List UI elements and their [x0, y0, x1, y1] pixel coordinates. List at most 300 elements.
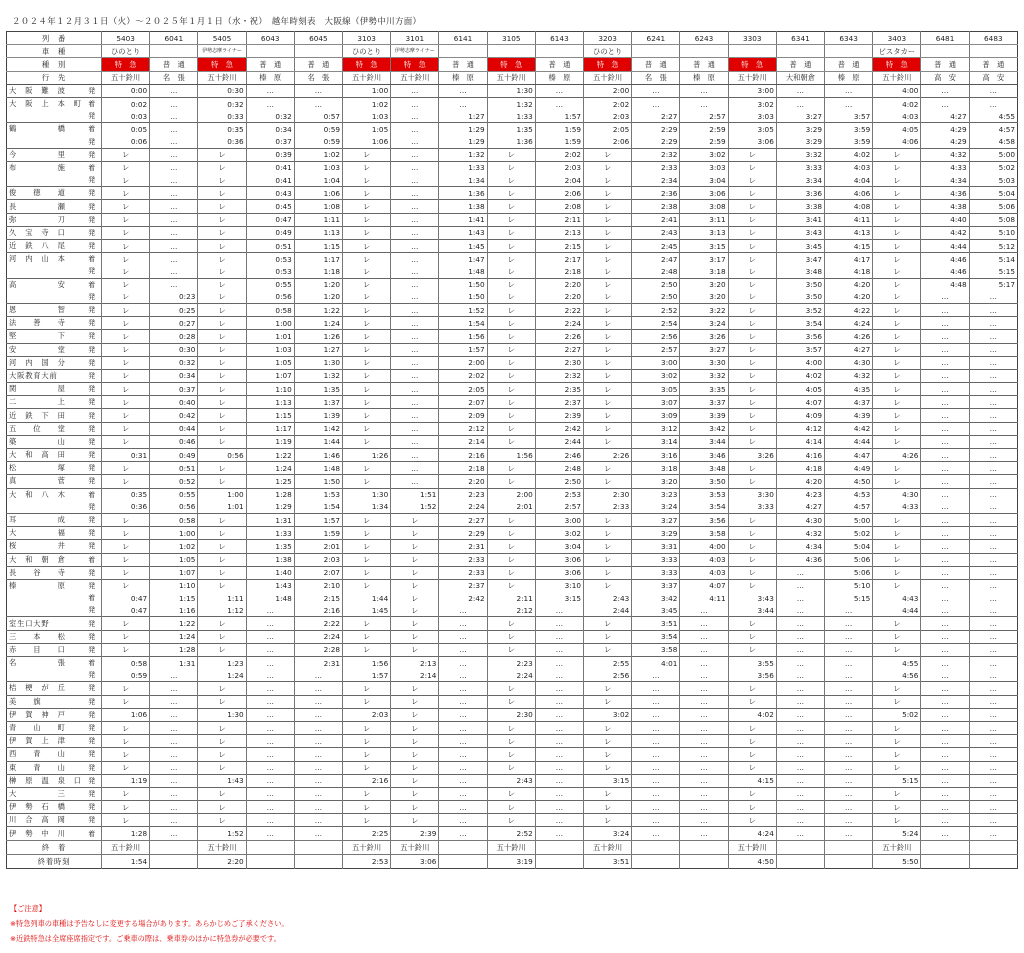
arrival-time-row-cell: 3:19 [487, 854, 535, 868]
time-cell: … [439, 801, 487, 814]
time-cell: 3:20 [680, 291, 728, 304]
time-cell: 4:06 [825, 187, 873, 200]
time-cell: 2:24 [439, 501, 487, 514]
station-name: 布 施 [9, 162, 66, 172]
time-cell: 0:25 [150, 303, 198, 316]
arr-dep-mark: 発 [88, 371, 96, 380]
kind-row-cell: 普 通 [246, 58, 294, 71]
time-cell: レ [198, 240, 246, 253]
time-cell: 3:16 [632, 449, 680, 462]
time-cell: レ [198, 213, 246, 226]
time-cell: 3:02 [632, 369, 680, 382]
time-cell: 2:07 [294, 566, 342, 579]
time-cell: 1:48 [246, 592, 294, 604]
arr-dep-mark: 発 [88, 451, 96, 460]
station-cell [7, 579, 102, 592]
table-row [7, 409, 1018, 422]
arr-dep-mark: 着 [88, 280, 96, 289]
time-cell: レ [198, 513, 246, 526]
time-cell: … [776, 827, 824, 840]
station-cell [7, 540, 102, 553]
time-cell: 1:57 [535, 110, 583, 123]
arrival-time-row-cell [439, 854, 487, 868]
station-cell [7, 735, 102, 748]
time-cell: 0:32 [150, 356, 198, 369]
time-cell: レ [102, 187, 150, 200]
table-row [7, 84, 1018, 97]
kind-row [7, 58, 1018, 71]
table-row [7, 501, 1018, 514]
time-cell: … [391, 187, 439, 200]
table-row [7, 187, 1018, 200]
time-cell: … [776, 748, 824, 761]
station-name: 桜 井 [9, 541, 66, 551]
time-cell: … [825, 630, 873, 643]
time-cell: 1:46 [294, 449, 342, 462]
time-cell: レ [584, 303, 632, 316]
time-cell: 0:02 [102, 97, 150, 110]
time-cell: 4:17 [825, 253, 873, 266]
time-cell: 0:36 [198, 136, 246, 149]
time-cell: 4:24 [728, 827, 776, 840]
time-cell: 2:18 [439, 462, 487, 475]
time-cell: 3:45 [776, 240, 824, 253]
time-cell: 1:11 [198, 592, 246, 604]
time-cell: … [294, 695, 342, 708]
time-cell: 4:00 [680, 540, 728, 553]
time-cell: … [921, 566, 969, 579]
arrival-time-row-cell [150, 854, 198, 868]
time-cell: … [391, 449, 439, 462]
time-cell: … [391, 161, 439, 174]
time-cell: … [535, 801, 583, 814]
time-cell: レ [487, 695, 535, 708]
time-cell: … [969, 317, 1017, 330]
time-cell: … [680, 669, 728, 682]
time-cell: 2:43 [487, 774, 535, 787]
time-cell: 0:55 [150, 488, 198, 501]
time-cell: 2:13 [535, 226, 583, 239]
time-cell: 4:58 [969, 136, 1017, 149]
time-cell: … [632, 774, 680, 787]
kind-row-cell: 普 通 [632, 58, 680, 71]
station-name: 桔 梗 が 丘 [9, 683, 66, 693]
station-name: 鶴 橋 [9, 124, 66, 134]
time-cell: レ [728, 540, 776, 553]
table-row [7, 123, 1018, 136]
time-cell: レ [487, 527, 535, 540]
time-cell: 4:15 [825, 240, 873, 253]
terminal-row-cell: 五十鈴川 [391, 840, 439, 854]
time-cell: レ [391, 787, 439, 800]
time-cell: レ [873, 617, 921, 630]
station-cell [7, 330, 102, 343]
table-row [7, 774, 1018, 787]
time-cell: 1:02 [294, 148, 342, 161]
time-cell: 1:53 [294, 488, 342, 501]
time-cell: レ [102, 787, 150, 800]
time-cell: 2:09 [439, 409, 487, 422]
car-type-row-cell [439, 45, 487, 58]
time-cell: レ [873, 475, 921, 488]
terminal-row-label: 終 着 [7, 840, 102, 854]
time-cell: 1:47 [439, 253, 487, 266]
time-cell: … [632, 97, 680, 110]
time-cell: レ [102, 462, 150, 475]
time-cell: 2:06 [535, 187, 583, 200]
station-name: 関 屋 [9, 384, 66, 394]
time-cell: 2:27 [439, 513, 487, 526]
train-number-row-cell: 3105 [487, 32, 535, 45]
arr-dep-mark: 発 [88, 358, 96, 367]
time-cell: 1:24 [246, 462, 294, 475]
table-row [7, 226, 1018, 239]
arr-dep-mark: 発 [88, 710, 96, 719]
time-cell: レ [487, 303, 535, 316]
time-cell: 1:26 [294, 330, 342, 343]
station-cell [7, 265, 102, 278]
time-cell: レ [584, 253, 632, 266]
time-cell: … [969, 643, 1017, 656]
time-cell: 1:00 [198, 488, 246, 501]
station-cell [7, 513, 102, 526]
time-cell: 4:18 [825, 265, 873, 278]
time-cell: … [439, 761, 487, 774]
time-cell: 1:06 [343, 136, 391, 149]
time-cell: … [150, 148, 198, 161]
time-cell: 4:02 [825, 148, 873, 161]
time-cell: レ [102, 317, 150, 330]
time-cell: … [439, 774, 487, 787]
time-cell: 1:43 [198, 774, 246, 787]
arrival-time-row-cell: 3:51 [584, 854, 632, 868]
time-cell: 1:15 [246, 409, 294, 422]
time-cell: 3:32 [680, 369, 728, 382]
time-cell: 1:13 [246, 396, 294, 409]
time-cell: 2:03 [584, 110, 632, 123]
station-cell [7, 721, 102, 734]
car-type-row-cell: 伊勢志摩ライナー [391, 45, 439, 58]
time-cell: … [150, 814, 198, 827]
station-cell [7, 174, 102, 187]
time-cell: 1:33 [439, 161, 487, 174]
time-cell: … [969, 343, 1017, 356]
time-cell: … [921, 630, 969, 643]
time-cell: … [150, 682, 198, 695]
time-cell: 4:30 [776, 513, 824, 526]
time-cell: … [969, 409, 1017, 422]
time-cell: … [535, 721, 583, 734]
time-cell: 0:45 [246, 200, 294, 213]
time-cell: … [632, 84, 680, 97]
time-cell: … [391, 84, 439, 97]
time-cell: レ [343, 553, 391, 566]
terminal-row-cell: 五十鈴川 [343, 840, 391, 854]
station-name: 俊 徳 道 [9, 188, 66, 198]
time-cell: 3:59 [825, 123, 873, 136]
table-row [7, 748, 1018, 761]
time-cell: レ [102, 265, 150, 278]
time-cell: … [825, 735, 873, 748]
time-cell: 1:10 [246, 383, 294, 396]
time-cell: レ [102, 801, 150, 814]
time-cell: 5:00 [969, 148, 1017, 161]
time-cell: … [921, 617, 969, 630]
station-name: 堅 下 [9, 331, 66, 341]
time-cell: レ [198, 356, 246, 369]
time-cell: レ [343, 761, 391, 774]
arrival-time-row-cell [680, 854, 728, 868]
train-number-row-cell: 3103 [343, 32, 391, 45]
kind-row-cell: 普 通 [150, 58, 198, 71]
time-cell: … [391, 226, 439, 239]
time-cell: 1:56 [439, 330, 487, 343]
time-cell: レ [873, 630, 921, 643]
time-cell: 1:52 [198, 827, 246, 840]
time-cell: レ [198, 475, 246, 488]
time-cell: レ [198, 721, 246, 734]
time-cell: … [294, 774, 342, 787]
time-cell: レ [487, 369, 535, 382]
station-cell [7, 291, 102, 304]
kind-row-cell: 普 通 [680, 58, 728, 71]
time-cell: 3:50 [776, 291, 824, 304]
time-cell: … [680, 97, 728, 110]
time-cell: 1:28 [246, 488, 294, 501]
time-cell: レ [343, 735, 391, 748]
time-cell: … [969, 84, 1017, 97]
time-cell: レ [873, 553, 921, 566]
time-cell: レ [728, 265, 776, 278]
time-cell: レ [487, 240, 535, 253]
time-cell: … [391, 213, 439, 226]
time-cell: 2:45 [632, 240, 680, 253]
station-cell [7, 657, 102, 670]
time-cell: … [921, 527, 969, 540]
time-cell: レ [343, 682, 391, 695]
table-row [7, 462, 1018, 475]
time-cell: 1:01 [246, 330, 294, 343]
time-cell: 3:04 [535, 540, 583, 553]
time-cell: 4:38 [921, 200, 969, 213]
time-cell: 2:22 [294, 617, 342, 630]
time-cell: レ [584, 383, 632, 396]
station-name: 伊 勢 石 橋 [9, 802, 66, 812]
time-cell: レ [198, 148, 246, 161]
time-cell: レ [343, 513, 391, 526]
time-cell: … [632, 682, 680, 695]
destination-row-cell: 榛 原 [246, 71, 294, 84]
time-cell: 2:28 [294, 643, 342, 656]
train-number-row-label: 列 番 [7, 32, 102, 45]
time-cell: 2:31 [439, 540, 487, 553]
time-cell: 2:20 [535, 278, 583, 291]
time-cell: 2:42 [439, 592, 487, 604]
time-cell: 4:20 [825, 291, 873, 304]
time-cell: … [391, 396, 439, 409]
time-cell: … [969, 657, 1017, 670]
kind-row-cell: 普 通 [535, 58, 583, 71]
time-cell: 3:37 [632, 579, 680, 592]
station-name: 河 内 国 分 [9, 357, 66, 367]
time-cell: 2:20 [439, 475, 487, 488]
table-row [7, 566, 1018, 579]
time-cell: 1:30 [198, 708, 246, 721]
station-cell [7, 604, 102, 617]
time-cell: レ [728, 422, 776, 435]
time-cell: 3:27 [632, 513, 680, 526]
time-cell: レ [873, 265, 921, 278]
time-cell: … [921, 553, 969, 566]
time-cell: 3:38 [776, 200, 824, 213]
time-cell: … [246, 84, 294, 97]
time-cell: … [969, 721, 1017, 734]
car-type-row-cell [487, 45, 535, 58]
time-cell: 4:06 [873, 136, 921, 149]
time-cell: 0:55 [246, 278, 294, 291]
time-cell: … [535, 827, 583, 840]
time-cell: 2:02 [584, 97, 632, 110]
time-cell: … [776, 682, 824, 695]
time-cell: … [921, 604, 969, 617]
arr-dep-mark: 発 [88, 267, 96, 276]
time-cell: レ [102, 761, 150, 774]
arr-dep-mark: 発 [88, 319, 96, 328]
time-cell: … [680, 657, 728, 670]
time-cell: 3:42 [632, 592, 680, 604]
time-cell: 2:47 [632, 253, 680, 266]
time-cell: 2:16 [343, 774, 391, 787]
time-cell: … [150, 721, 198, 734]
station-name: 赤 目 口 [9, 644, 66, 654]
time-cell: 1:27 [294, 343, 342, 356]
time-cell: … [150, 253, 198, 266]
time-cell: 1:30 [343, 488, 391, 501]
time-cell: 4:50 [825, 475, 873, 488]
station-name: 久 宝 寺 口 [9, 227, 66, 237]
time-cell: … [776, 657, 824, 670]
time-cell: … [680, 84, 728, 97]
time-cell: … [969, 682, 1017, 695]
time-cell: レ [343, 161, 391, 174]
station-cell [7, 787, 102, 800]
time-cell: 3:15 [584, 774, 632, 787]
time-cell: レ [343, 527, 391, 540]
time-cell: 4:53 [825, 488, 873, 501]
time-cell: … [246, 735, 294, 748]
time-cell: レ [873, 278, 921, 291]
time-cell: … [969, 330, 1017, 343]
time-cell: … [825, 801, 873, 814]
time-cell: 5:15 [825, 592, 873, 604]
time-cell: … [294, 84, 342, 97]
time-cell: レ [728, 200, 776, 213]
time-cell: レ [198, 226, 246, 239]
table-row [7, 630, 1018, 643]
station-cell [7, 396, 102, 409]
time-cell: 4:03 [680, 566, 728, 579]
station-name: 河 内 山 本 [9, 254, 66, 264]
station-name: 青 山 町 [9, 723, 66, 733]
station-cell [7, 110, 102, 123]
time-cell: 1:07 [246, 369, 294, 382]
kind-row-cell: 特 急 [728, 58, 776, 71]
time-cell: 2:00 [584, 84, 632, 97]
time-cell: 1:44 [294, 435, 342, 448]
time-cell: 4:27 [776, 501, 824, 514]
destination-row-cell: 五十鈴川 [102, 71, 150, 84]
time-cell: 0:44 [150, 422, 198, 435]
time-cell: … [921, 291, 969, 304]
time-cell: レ [487, 409, 535, 422]
terminal-row-cell [969, 840, 1017, 854]
destination-row-cell: 高 安 [969, 71, 1017, 84]
time-cell: 3:15 [535, 592, 583, 604]
time-cell: レ [873, 513, 921, 526]
time-cell: … [969, 617, 1017, 630]
time-cell: レ [343, 265, 391, 278]
time-cell: … [246, 748, 294, 761]
time-cell: レ [102, 278, 150, 291]
time-cell: … [535, 657, 583, 670]
time-cell: … [776, 84, 824, 97]
time-cell: レ [584, 462, 632, 475]
time-cell: … [150, 110, 198, 123]
time-cell: … [150, 240, 198, 253]
time-cell: 4:24 [825, 317, 873, 330]
time-cell: 3:57 [825, 110, 873, 123]
arr-dep-mark: 発 [88, 737, 96, 746]
time-cell: レ [728, 226, 776, 239]
time-cell: レ [873, 748, 921, 761]
time-cell: 5:17 [969, 278, 1017, 291]
time-cell: レ [873, 303, 921, 316]
arrival-time-row-cell [825, 854, 873, 868]
time-cell: 2:57 [680, 110, 728, 123]
time-cell: … [150, 827, 198, 840]
time-cell: … [150, 265, 198, 278]
time-cell: レ [102, 579, 150, 592]
time-cell: 4:55 [969, 110, 1017, 123]
time-cell: … [632, 814, 680, 827]
table-row [7, 827, 1018, 840]
time-cell: … [680, 827, 728, 840]
station-name: 大 阪 上 本 町 [9, 99, 82, 109]
station-name: 大 阪 難 波 [9, 85, 66, 95]
time-cell: … [439, 630, 487, 643]
time-cell: … [776, 566, 824, 579]
time-cell: … [535, 748, 583, 761]
time-cell: 3:36 [776, 187, 824, 200]
time-cell: 5:03 [969, 174, 1017, 187]
table-row [7, 604, 1018, 617]
time-cell: 0:34 [246, 123, 294, 136]
time-cell: 0:59 [102, 669, 150, 682]
time-cell: レ [584, 801, 632, 814]
time-cell: 2:33 [632, 161, 680, 174]
time-cell: … [776, 579, 824, 592]
time-cell: 2:39 [535, 409, 583, 422]
table-row [7, 213, 1018, 226]
time-cell: 2:54 [632, 317, 680, 330]
time-cell: 2:05 [584, 123, 632, 136]
time-cell: 1:52 [439, 303, 487, 316]
time-cell: 4:47 [825, 449, 873, 462]
time-cell: 2:48 [632, 265, 680, 278]
station-name: 榛 原 [9, 580, 66, 590]
arrival-time-row-label: 終着時刻 [7, 854, 102, 868]
time-cell: … [921, 97, 969, 110]
